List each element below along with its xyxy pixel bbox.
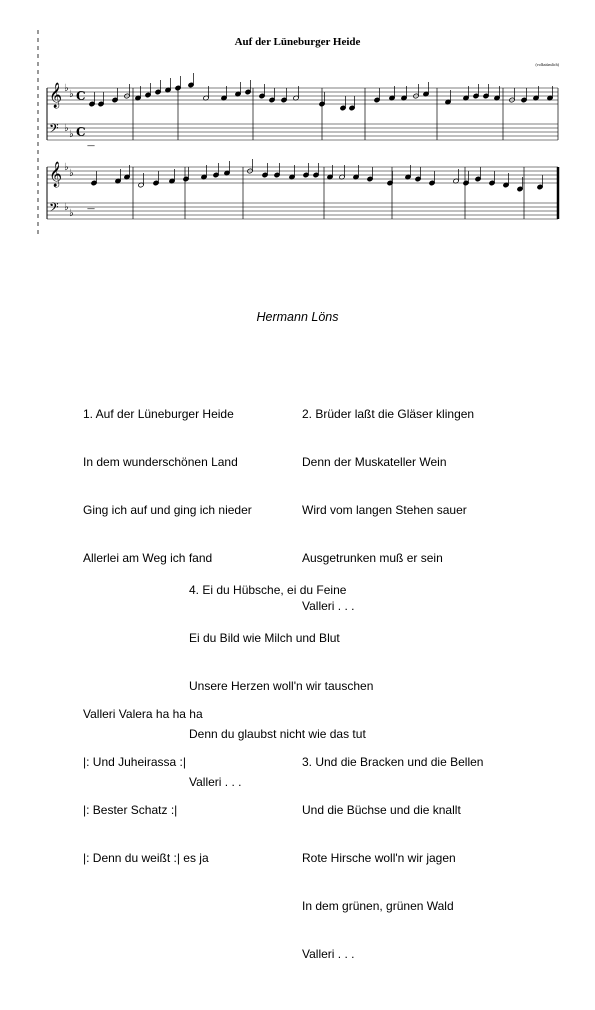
flat-icon: ♭ bbox=[64, 202, 69, 213]
treble-clef-icon: 𝄞 bbox=[49, 83, 63, 108]
verse-line: Ei du Bild wie Milch und Blut bbox=[189, 631, 340, 645]
verse-line: Ging ich auf und ging ich nieder bbox=[83, 503, 252, 517]
verse-line: Valleri . . . bbox=[302, 599, 355, 613]
verse-line: 4. Ei du Hübsche, ei du Feine bbox=[189, 583, 347, 597]
song-title: Auf der Lüneburger Heide bbox=[234, 36, 361, 48]
refrain-line: |: Denn du weißt :| es ja bbox=[83, 851, 209, 865]
flat-icon: ♭ bbox=[69, 89, 74, 100]
flat-icon: ♭ bbox=[69, 208, 74, 219]
flat-icon: ♭ bbox=[64, 162, 69, 173]
staff-system bbox=[0, 0, 595, 240]
verse-column-center bbox=[189, 518, 373, 838]
flat-icon: ♭ bbox=[64, 123, 69, 134]
treble-clef-icon: 𝄞 bbox=[49, 162, 63, 187]
flat-icon: ♭ bbox=[69, 129, 74, 140]
verse-line: Denn du glaubst nicht wie das tut bbox=[189, 727, 366, 741]
verse-line: Denn der Muskateller Wein bbox=[302, 455, 447, 469]
verse-line: 1. Auf der Lüneburger Heide bbox=[83, 407, 234, 421]
verse-line: Wird vom langen Stehen sauer bbox=[302, 503, 467, 517]
bass-clef-icon: 𝄢 bbox=[49, 121, 59, 139]
composer-tag: (volkstümlich) bbox=[535, 62, 559, 67]
verse-line: Valleri . . . bbox=[302, 947, 355, 961]
rest-icon: — bbox=[87, 141, 95, 150]
time-signature: C bbox=[76, 125, 86, 139]
verse-line: Ausgetrunken muß er sein bbox=[302, 551, 443, 565]
verse-line: Allerlei am Weg ich fand bbox=[83, 551, 213, 565]
rest-icon: — bbox=[87, 204, 95, 213]
verse-line: Rote Hirsche woll'n wir jagen bbox=[302, 851, 456, 865]
verse-line: 3. Und die Bracken und die Bellen bbox=[302, 755, 484, 769]
lyricist-name: Hermann Löns bbox=[256, 310, 339, 324]
refrain-line: Valleri Valera ha ha ha bbox=[83, 707, 203, 721]
verse-line: Valleri . . . bbox=[189, 775, 242, 789]
time-signature: C bbox=[76, 89, 86, 103]
verse-4 bbox=[189, 550, 373, 822]
bass-clef-icon: 𝄢 bbox=[49, 200, 59, 218]
music-score bbox=[0, 0, 595, 240]
verse-line: In dem grünen, grünen Wald bbox=[302, 899, 454, 913]
verse-line: In dem wunderschönen Land bbox=[83, 455, 238, 469]
verse-line: 2. Brüder laßt die Gläser klingen bbox=[302, 407, 475, 421]
refrain-line: |: Und Juheirassa :| bbox=[83, 755, 186, 769]
flat-icon: ♭ bbox=[64, 83, 69, 94]
verse-line: Unsere Herzen woll'n wir tauschen bbox=[189, 679, 374, 693]
flat-icon: ♭ bbox=[69, 168, 74, 179]
verse-line: Und die Büchse und die knallt bbox=[302, 803, 461, 817]
refrain-line: |: Bester Schatz :| bbox=[83, 803, 178, 817]
